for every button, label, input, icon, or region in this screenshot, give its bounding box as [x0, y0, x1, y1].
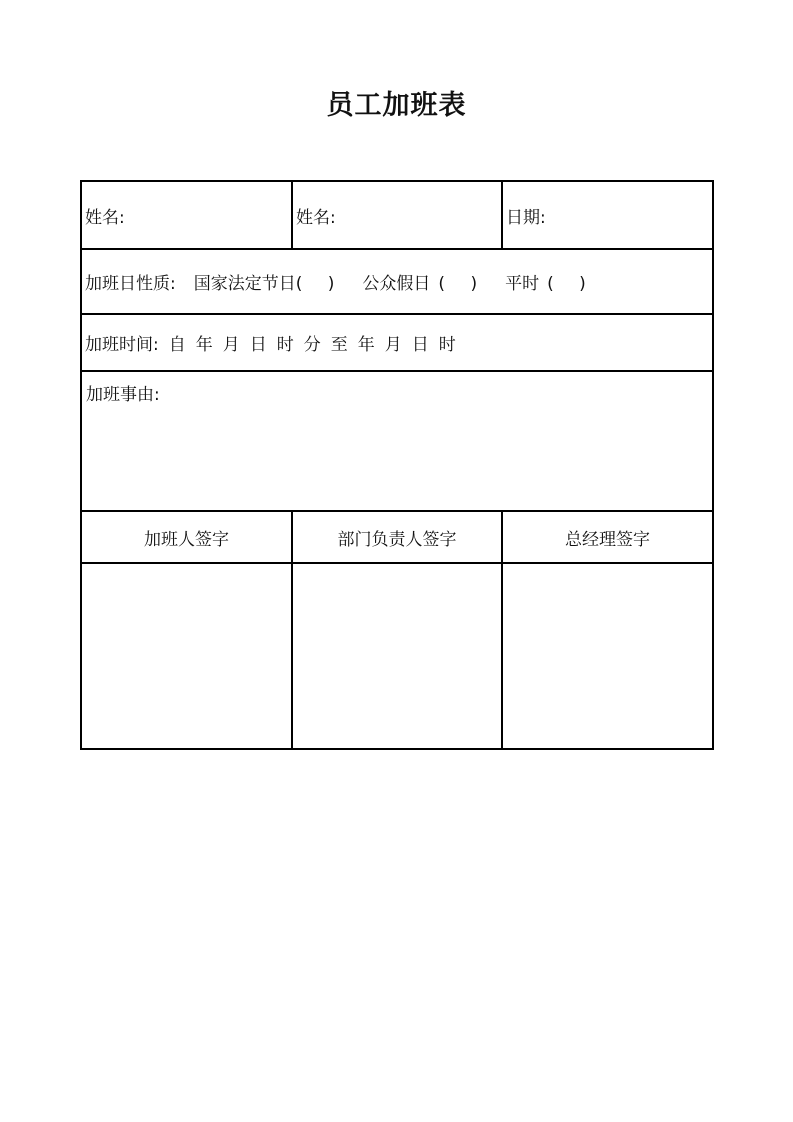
time-part: 时: [438, 335, 456, 355]
page-title: 员工加班表: [326, 90, 467, 121]
name-label-2: 姓名:: [296, 207, 336, 228]
time-part: 年: [195, 335, 213, 355]
employee-signature-header: 加班人签字: [81, 511, 292, 563]
option-weekday[interactable]: [505, 274, 596, 294]
time-part: 日: [411, 335, 429, 355]
time-part: 至: [330, 335, 348, 355]
option-public-holiday[interactable]: [362, 274, 487, 294]
date-label: 日期:: [506, 207, 546, 228]
time-part: 月: [222, 335, 240, 355]
time-part: 分: [303, 335, 321, 355]
option-checkbox[interactable]: ( ): [295, 274, 345, 294]
option-statutory-holiday[interactable]: [194, 274, 345, 294]
overtime-nature-cell: [81, 249, 713, 314]
time-parts: [159, 335, 456, 355]
option-label: 平时: [505, 274, 540, 294]
option-checkbox[interactable]: ( ): [547, 274, 596, 294]
signature-header-row: [81, 511, 713, 563]
general-manager-signature-header: 总经理签字: [502, 511, 713, 563]
overtime-reason-cell[interactable]: [81, 371, 713, 511]
nature-label: 加班日性质:: [85, 274, 176, 294]
time-part: 时: [276, 335, 294, 355]
name-label-1: 姓名:: [85, 207, 125, 228]
overtime-time-cell[interactable]: [81, 314, 713, 371]
general-manager-signature-box[interactable]: [502, 563, 713, 749]
overtime-reason-row: [81, 371, 713, 511]
overtime-time-row: [81, 314, 713, 371]
time-part: 自: [168, 335, 186, 355]
option-label: 国家法定节日: [193, 274, 296, 294]
department-head-signature-box[interactable]: [292, 563, 502, 749]
time-part: 日: [249, 335, 267, 355]
name-field-1[interactable]: [81, 181, 292, 249]
employee-signature-box[interactable]: [81, 563, 292, 749]
names-row: [81, 181, 713, 249]
date-field[interactable]: [502, 181, 713, 249]
time-label: 加班时间:: [85, 335, 159, 355]
department-head-signature-header: 部门负责人签字: [292, 511, 502, 563]
reason-label: 加班事由:: [86, 385, 160, 405]
overtime-nature-row: [81, 249, 713, 314]
signature-row: [81, 563, 713, 749]
overtime-form-table: [80, 180, 714, 750]
time-part: 月: [384, 335, 402, 355]
option-label: 公众假日: [362, 274, 431, 294]
time-part: 年: [357, 335, 375, 355]
option-checkbox[interactable]: ( ): [438, 274, 488, 294]
name-field-2[interactable]: [292, 181, 502, 249]
